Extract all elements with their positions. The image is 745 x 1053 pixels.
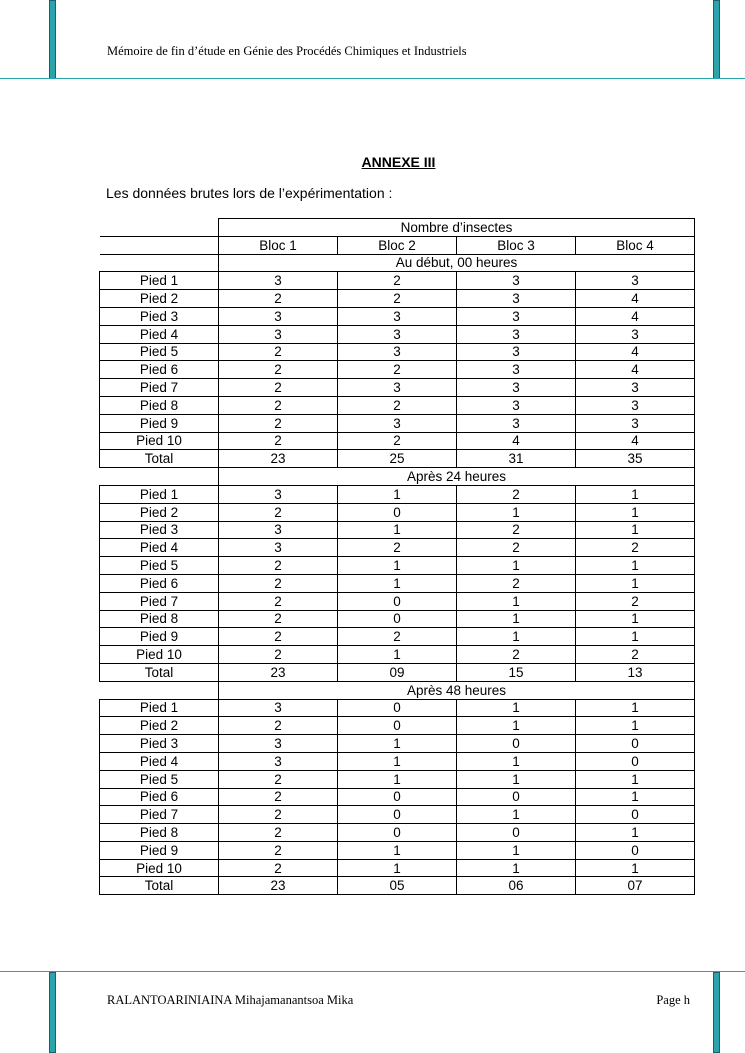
value-cell: 2 [219,432,338,450]
row-label: Pied 6 [100,361,219,379]
value-cell: 0 [457,735,576,753]
table-row [100,290,695,308]
table-row [100,379,695,397]
value-cell: 35 [576,450,695,468]
value-cell: 4 [576,307,695,325]
section-title-row [100,468,695,486]
value-cell: 2 [338,272,457,290]
value-cell: 1 [576,717,695,735]
value-cell: 3 [338,414,457,432]
table-row [100,610,695,628]
section-title-cell: Au début, 00 heures [219,254,695,272]
footer-rule [0,971,745,972]
value-cell: 2 [219,610,338,628]
table-row [100,396,695,414]
table-row [100,557,695,575]
table-row [100,432,695,450]
group-header-cell: Nombre d’insectes [219,219,695,237]
value-cell: 2 [219,770,338,788]
row-label: Pied 8 [100,396,219,414]
value-cell: 1 [457,859,576,877]
value-cell: 3 [457,290,576,308]
value-cell: 2 [457,485,576,503]
table-group-header-row [100,219,695,237]
value-cell: 1 [338,770,457,788]
value-cell: 1 [576,503,695,521]
section-title-cell: Après 24 heures [219,468,695,486]
row-label: Pied 2 [100,290,219,308]
value-cell: 2 [338,539,457,557]
value-cell: 0 [338,699,457,717]
row-label: Pied 3 [100,735,219,753]
row-label: Pied 10 [100,646,219,664]
value-cell: 1 [576,788,695,806]
footer-author: RALANTOARINIAINA Mihajamanantsoa Mika [107,993,354,1007]
total-row [100,877,695,895]
value-cell: 0 [338,806,457,824]
value-cell: 05 [338,877,457,895]
value-cell: 1 [338,557,457,575]
value-cell: 2 [576,592,695,610]
value-cell: 3 [219,752,338,770]
table-row [100,521,695,539]
value-cell: 23 [219,663,338,681]
value-cell: 0 [576,841,695,859]
value-cell: 15 [457,663,576,681]
row-label: Pied 5 [100,557,219,575]
header-left-bar [49,0,56,79]
value-cell: 3 [219,272,338,290]
value-cell: 1 [338,735,457,753]
table-row [100,859,695,877]
value-cell: 3 [576,325,695,343]
row-label: Pied 7 [100,592,219,610]
value-cell: 3 [457,272,576,290]
value-cell: 4 [457,432,576,450]
value-cell: 3 [219,539,338,557]
value-cell: 2 [338,628,457,646]
value-cell: 2 [338,432,457,450]
row-label: Pied 6 [100,574,219,592]
row-label: Pied 2 [100,503,219,521]
value-cell: 1 [457,592,576,610]
table-row [100,325,695,343]
row-label: Total [100,877,219,895]
value-cell: 1 [576,824,695,842]
total-row [100,663,695,681]
value-cell: 2 [219,343,338,361]
value-cell: 2 [576,646,695,664]
value-cell: 0 [457,824,576,842]
value-cell: 2 [219,574,338,592]
value-cell: 07 [576,877,695,895]
value-cell: 2 [219,592,338,610]
footer-right-bar [713,972,720,1053]
value-cell: 2 [576,539,695,557]
table-row [100,770,695,788]
value-cell: 0 [338,717,457,735]
total-row [100,450,695,468]
section-title-row [100,681,695,699]
annex-title: ANNEXE III [361,154,436,170]
value-cell: 06 [457,877,576,895]
value-cell: 3 [338,379,457,397]
value-cell: 1 [338,574,457,592]
value-cell: 1 [457,503,576,521]
value-cell: 1 [338,646,457,664]
value-cell: 1 [576,574,695,592]
value-cell: 1 [457,717,576,735]
value-cell: 3 [219,485,338,503]
table-corner [100,236,219,254]
value-cell: 3 [338,307,457,325]
value-cell: 4 [576,432,695,450]
table-row [100,343,695,361]
row-label: Pied 9 [100,841,219,859]
value-cell: 1 [576,485,695,503]
value-cell: 2 [219,628,338,646]
value-cell: 2 [219,557,338,575]
value-cell: 2 [219,841,338,859]
table-row [100,503,695,521]
row-label: Pied 3 [100,521,219,539]
header-right-bar [713,0,720,79]
value-cell: 3 [457,414,576,432]
value-cell: 3 [219,521,338,539]
row-label: Pied 5 [100,770,219,788]
value-cell: 2 [219,361,338,379]
value-cell: 3 [219,699,338,717]
value-cell: 1 [338,841,457,859]
value-cell: 2 [338,361,457,379]
table-row [100,539,695,557]
table-row [100,699,695,717]
value-cell: 1 [576,521,695,539]
row-label: Pied 1 [100,272,219,290]
table-row [100,628,695,646]
value-cell: 09 [338,663,457,681]
value-cell: 2 [219,806,338,824]
value-cell: 0 [338,503,457,521]
row-label: Pied 5 [100,343,219,361]
value-cell: 2 [219,379,338,397]
value-cell: 3 [338,343,457,361]
table-row [100,806,695,824]
table-row [100,841,695,859]
value-cell: 1 [457,628,576,646]
value-cell: 13 [576,663,695,681]
row-label: Pied 10 [100,859,219,877]
value-cell: 1 [457,770,576,788]
table-row [100,788,695,806]
table-row [100,717,695,735]
value-cell: 1 [338,752,457,770]
row-label: Pied 8 [100,610,219,628]
table-row [100,752,695,770]
value-cell: 1 [338,485,457,503]
value-cell: 0 [576,735,695,753]
row-label: Pied 4 [100,325,219,343]
column-header: Bloc 2 [338,236,457,254]
table-row [100,485,695,503]
value-cell: 2 [219,788,338,806]
table-row [100,646,695,664]
table-column-header-row [100,236,695,254]
table-row [100,361,695,379]
row-label: Pied 1 [100,699,219,717]
value-cell: 2 [457,521,576,539]
value-cell: 1 [338,521,457,539]
value-cell: 3 [457,343,576,361]
value-cell: 0 [457,788,576,806]
page-header-title: Mémoire de fin d’étude en Génie des Procédés Chimiques et Industriels [107,44,467,58]
value-cell: 1 [576,859,695,877]
section-title-row [100,254,695,272]
row-label: Pied 2 [100,717,219,735]
row-label: Pied 4 [100,539,219,557]
value-cell: 3 [219,735,338,753]
value-cell: 3 [457,361,576,379]
table-row [100,574,695,592]
value-cell: 3 [338,325,457,343]
value-cell: 1 [338,859,457,877]
value-cell: 1 [457,806,576,824]
value-cell: 1 [576,628,695,646]
footer-left-bar [49,972,56,1053]
header-rule [0,78,745,79]
value-cell: 1 [576,557,695,575]
value-cell: 0 [338,824,457,842]
value-cell: 23 [219,450,338,468]
value-cell: 2 [219,396,338,414]
value-cell: 0 [338,592,457,610]
column-header: Bloc 4 [576,236,695,254]
section-label-blank [100,681,219,699]
value-cell: 31 [457,450,576,468]
row-label: Pied 6 [100,788,219,806]
table-row [100,272,695,290]
value-cell: 1 [457,699,576,717]
value-cell: 2 [219,859,338,877]
value-cell: 2 [219,824,338,842]
table-corner [100,219,219,237]
section-label-blank [100,254,219,272]
value-cell: 1 [576,770,695,788]
value-cell: 4 [576,290,695,308]
row-label: Pied 9 [100,628,219,646]
row-label: Pied 8 [100,824,219,842]
value-cell: 2 [338,396,457,414]
value-cell: 1 [576,610,695,628]
value-cell: 0 [338,788,457,806]
column-header: Bloc 1 [219,236,338,254]
value-cell: 3 [457,307,576,325]
insect-count-table [99,218,695,895]
value-cell: 3 [576,414,695,432]
value-cell: 3 [219,325,338,343]
value-cell: 1 [576,699,695,717]
footer-page-number: Page h [656,993,690,1007]
value-cell: 1 [457,557,576,575]
row-label: Pied 3 [100,307,219,325]
value-cell: 1 [457,610,576,628]
row-label: Pied 4 [100,752,219,770]
row-label: Pied 7 [100,806,219,824]
value-cell: 2 [219,503,338,521]
value-cell: 2 [219,414,338,432]
row-label: Pied 10 [100,432,219,450]
value-cell: 3 [457,396,576,414]
row-label: Pied 7 [100,379,219,397]
value-cell: 1 [457,752,576,770]
column-header: Bloc 3 [457,236,576,254]
row-label: Total [100,663,219,681]
table-row [100,307,695,325]
value-cell: 3 [576,379,695,397]
annex-intro: Les données brutes lors de l’expérimentation : [106,185,393,201]
table-row [100,592,695,610]
value-cell: 3 [457,325,576,343]
value-cell: 0 [338,610,457,628]
row-label: Total [100,450,219,468]
value-cell: 2 [219,290,338,308]
value-cell: 4 [576,343,695,361]
value-cell: 3 [457,379,576,397]
value-cell: 3 [576,272,695,290]
row-label: Pied 1 [100,485,219,503]
value-cell: 0 [576,806,695,824]
value-cell: 3 [219,307,338,325]
value-cell: 1 [457,841,576,859]
value-cell: 2 [457,646,576,664]
table-row [100,414,695,432]
row-label: Pied 9 [100,414,219,432]
section-title-cell: Après 48 heures [219,681,695,699]
section-label-blank [100,468,219,486]
value-cell: 2 [219,646,338,664]
value-cell: 4 [576,361,695,379]
value-cell: 2 [219,717,338,735]
value-cell: 2 [457,574,576,592]
table-row [100,735,695,753]
value-cell: 2 [338,290,457,308]
value-cell: 23 [219,877,338,895]
value-cell: 0 [576,752,695,770]
value-cell: 25 [338,450,457,468]
value-cell: 3 [576,396,695,414]
table-row [100,824,695,842]
value-cell: 2 [457,539,576,557]
